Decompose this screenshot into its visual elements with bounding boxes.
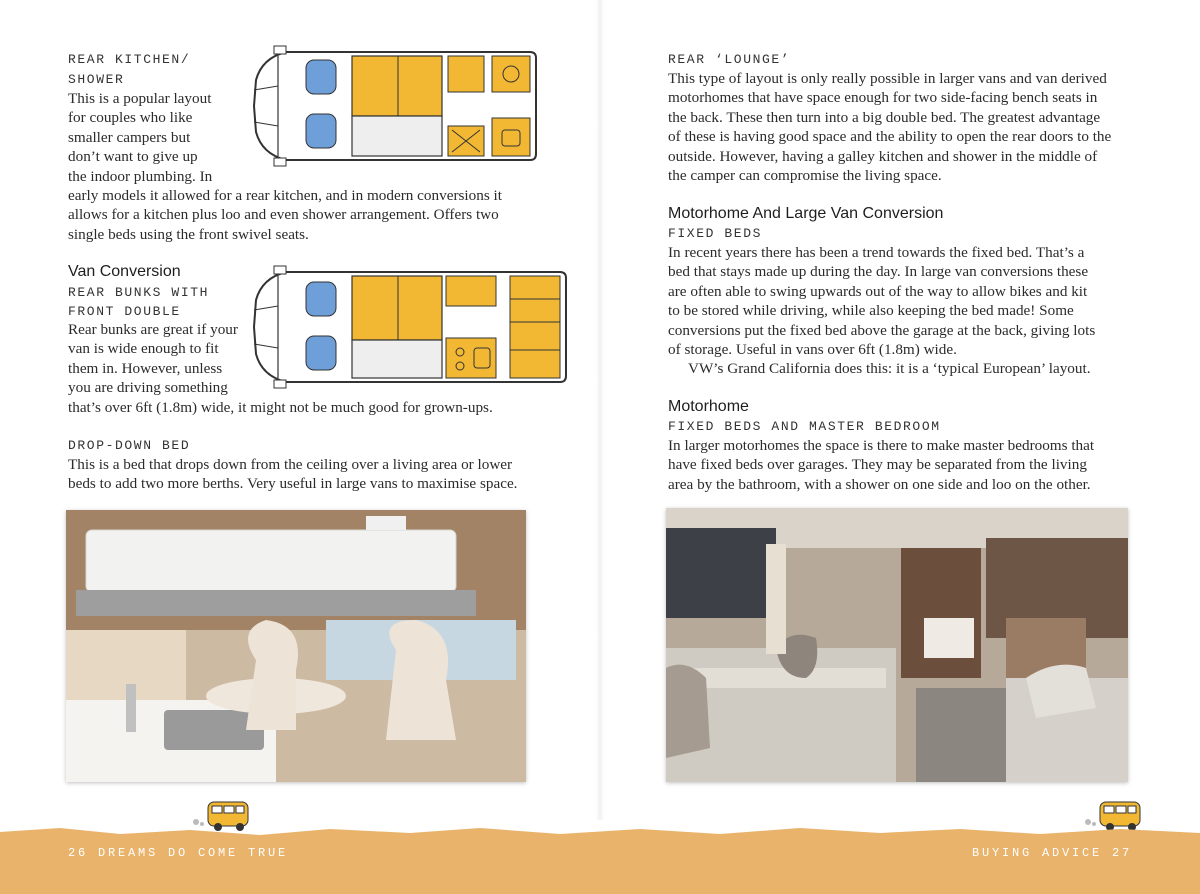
rear-kitchen-floorplan-illustration bbox=[248, 42, 540, 170]
right-page bbox=[600, 0, 1200, 894]
text-line: bed that stays made up during the day. In large van conversions these bbox=[668, 263, 1089, 281]
motorhome-sub: FIXED BEDS AND MASTER BEDROOM bbox=[668, 419, 941, 434]
text-line: beds to add two more berths. Very useful in large vans to maximise space. bbox=[68, 475, 518, 493]
text-line: to be stored while driving, while also keeping the bed made! Some bbox=[668, 302, 1074, 320]
text-line: smaller campers but bbox=[68, 128, 191, 146]
large-van-text bbox=[668, 243, 1188, 379]
van-conversion-floorplan-illustration bbox=[248, 262, 570, 392]
motorhome-text bbox=[668, 436, 1188, 494]
motorhome-interior-photo bbox=[666, 508, 1128, 782]
rear-kitchen-title-2: SHOWER bbox=[68, 72, 125, 87]
text-line: This is a popular layout bbox=[68, 90, 212, 107]
text-line: that’s over 6ft (1.8m) wide, it might not be much good for grown-ups. bbox=[68, 398, 493, 416]
drop-down-bed-photo bbox=[66, 510, 526, 782]
text-line: allows for a kitchen plus loo and even shower arrangement. Offers two bbox=[68, 206, 499, 224]
text-line: don’t want to give up bbox=[68, 148, 198, 166]
van-conversion-heading: Van Conversion bbox=[68, 263, 181, 280]
text-line: of these is having good space and the ability to open the rear doors to the bbox=[668, 128, 1112, 146]
footer-band bbox=[0, 820, 1200, 894]
text-line: motorhomes that have space enough for two side-facing bench seats in bbox=[668, 89, 1098, 107]
text-line: of storage. Useful in vans over 6ft (1.8m) wide. bbox=[668, 341, 957, 359]
large-van-sub: FIXED BEDS bbox=[668, 226, 763, 241]
rear-kitchen-title-1: REAR KITCHEN/ bbox=[68, 52, 191, 67]
text-line: This is a bed that drops down from the ceiling over a living area or lower bbox=[68, 456, 513, 473]
van-conversion-sub-2: FRONT DOUBLE bbox=[68, 304, 181, 319]
text-line: conversions put the fixed bed above the garage at the back, giving lots bbox=[668, 321, 1096, 339]
text-line: Rear bunks are great if your bbox=[68, 321, 238, 338]
text-line: outside. However, having a galley kitchen and shower in the middle of bbox=[668, 147, 1098, 165]
text-line: VW’s Grand California does this: it is a ‘typical European’ layout. bbox=[688, 360, 1091, 378]
text-line: the back. These then turn into a big double bed. The greatest advantage bbox=[668, 108, 1101, 126]
left-page-footer: 26 DREAMS DO COME TRUE bbox=[68, 846, 289, 860]
text-line: for couples who like bbox=[68, 109, 193, 127]
rear-lounge-title: REAR ‘LOUNGE’ bbox=[668, 52, 791, 67]
text-line: area by the bathroom, with a shower on one side and loo on the other. bbox=[668, 475, 1091, 493]
text-line: In larger motorhomes the space is there to make master bedrooms that bbox=[668, 437, 1095, 454]
van-conversion-sub-1: REAR BUNKS WITH bbox=[68, 285, 210, 300]
drop-down-bed-title: DROP-DOWN BED bbox=[68, 438, 191, 453]
text-line: van is wide enough to fit bbox=[68, 340, 219, 358]
drop-down-bed-text bbox=[68, 455, 588, 494]
text-line: have fixed beds over garages. They may be separated from the living bbox=[668, 456, 1087, 474]
text-line: the indoor plumbing. In bbox=[68, 167, 213, 185]
text-line: single beds using the front swivel seats. bbox=[68, 225, 309, 243]
motorhome-heading: Motorhome bbox=[668, 398, 749, 415]
rear-lounge-text bbox=[668, 69, 1188, 185]
text-line: early models it allowed for a rear kitchen, and in modern conversions it bbox=[68, 187, 502, 205]
right-page-footer: BUYING ADVICE 27 bbox=[971, 846, 1132, 860]
text-line: are often able to swing upwards out of the way to allow bikes and kit bbox=[668, 282, 1088, 300]
text-line: them in. However, unless bbox=[68, 359, 223, 377]
text-line: This type of layout is only really possible in larger vans and van derived bbox=[668, 70, 1107, 87]
text-line: In recent years there has been a trend towards the fixed bed. That’s a bbox=[668, 244, 1085, 261]
large-van-heading: Motorhome And Large Van Conversion bbox=[668, 205, 944, 222]
text-line: the camper can compromise the living space. bbox=[668, 167, 942, 185]
text-line: you are driving something bbox=[68, 379, 228, 397]
